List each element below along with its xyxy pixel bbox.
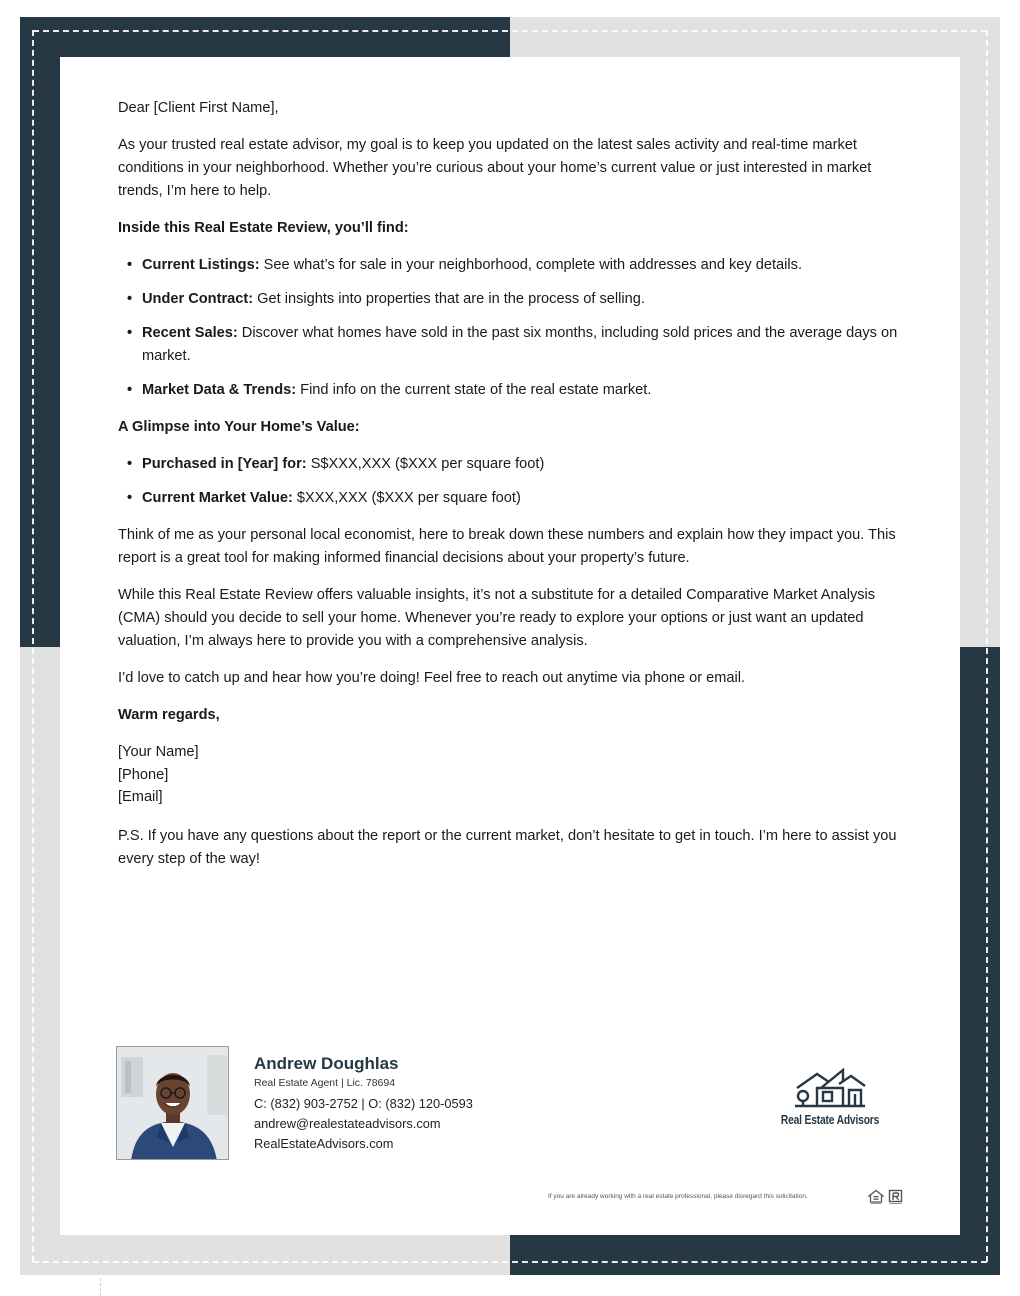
agent-info <box>254 1054 473 1154</box>
company-logo-text: Real Estate Advisors <box>780 1113 880 1127</box>
list-item-label: Purchased in [Year] for: <box>142 456 307 472</box>
agent-phones: C: (832) 903-2752 | O: (832) 120-0593 <box>254 1096 473 1111</box>
cma-paragraph: While this Real Estate Review offers valuable insights, it’s not a substitute for a detailed Comparative Market Analysis (CMA) should you decide to sell your home. Whenever you’re ready to explore your options or just want an updated valuation, I’m always here to provide you with a comprehensive analysis. <box>118 587 876 649</box>
intro-paragraph: As your trusted real estate advisor, my goal is to keep you updated on the latest sales activity and real-time market conditions in your neighborhood. Whether you’re curious about your home’s current value or just interested in market trends, I’m here to help. <box>118 137 872 199</box>
list-item-text: S$XXX,XXX ($XXX per square foot) <box>306 456 545 472</box>
greeting: Dear [Client First Name], <box>118 100 279 116</box>
postscript: P.S. If you have any questions about the report or the current market, don’t hesitate to get in touch. I’m here to assist you every step of the way! <box>118 827 897 867</box>
closing: Warm regards, <box>118 707 220 723</box>
dashed-border-bottom <box>33 1261 987 1263</box>
list-item-text: Find info on the current state of the real estate market. <box>296 382 652 398</box>
company-logo <box>770 1068 890 1127</box>
dashed-border-top <box>33 30 987 32</box>
list-item <box>118 487 918 510</box>
list-item-label: Current Market Value: <box>142 490 293 506</box>
list-item-label: Under Contract: <box>142 291 254 307</box>
signature-name: [Your Name] <box>118 744 199 760</box>
equal-housing-icon <box>868 1189 884 1205</box>
catchup-paragraph: I’d love to catch up and hear how you’re doing! Feel free to reach out anytime via phone or email. <box>118 670 746 686</box>
list-item-text: Discover what homes have sold in the past six months, including sold prices and the average days on market. <box>142 325 898 364</box>
inside-list <box>118 254 918 402</box>
list-item-label: Market Data & Trends: <box>142 382 297 398</box>
agent-photo <box>116 1046 229 1160</box>
list-item-label: Current Listings: <box>142 257 260 273</box>
list-item <box>118 288 918 311</box>
list-item <box>118 322 918 368</box>
dashed-border-right <box>986 30 988 1262</box>
economist-paragraph: Think of me as your personal local economist, here to break down these numbers and explain how they impact you. This report is a great tool for making informed financial decisions about your property’s future. <box>118 527 896 566</box>
glimpse-list <box>118 453 918 510</box>
inside-heading: Inside this Real Estate Review, you’ll find: <box>118 220 409 236</box>
agent-name: Andrew Doughlas <box>254 1054 399 1073</box>
agent-footer <box>116 1046 916 1166</box>
list-item-text: Get insights into properties that are in the process of selling. <box>253 291 645 307</box>
dashed-border-left <box>32 30 34 1262</box>
list-item <box>118 379 918 402</box>
agent-title: Real Estate Agent | Lic. 78694 <box>254 1077 396 1089</box>
agent-portrait-image <box>117 1047 229 1160</box>
letter-body <box>118 97 918 885</box>
solicitation-disclaimer: If you are already working with a real estate professional, please disregard this solicitation. <box>548 1193 808 1200</box>
list-item <box>118 453 918 476</box>
glimpse-heading: A Glimpse into Your Home’s Value: <box>118 419 360 435</box>
list-item-text: $XXX,XXX ($XXX per square foot) <box>292 490 521 506</box>
signature-block <box>118 741 918 809</box>
list-item-text: See what’s for sale in your neighborhood, complete with addresses and key details. <box>259 257 803 273</box>
page-tick-mark <box>100 1278 101 1296</box>
signature-phone: [Phone] <box>118 766 169 783</box>
agent-website[interactable]: RealEstateAdvisors.com <box>254 1136 394 1151</box>
list-item <box>118 254 918 277</box>
realtor-icon <box>888 1189 904 1205</box>
signature-email: [Email] <box>118 789 163 805</box>
agent-email[interactable]: andrew@realestateadvisors.com <box>254 1116 441 1131</box>
list-item-label: Recent Sales: <box>142 325 238 341</box>
house-logo-icon <box>793 1068 867 1108</box>
